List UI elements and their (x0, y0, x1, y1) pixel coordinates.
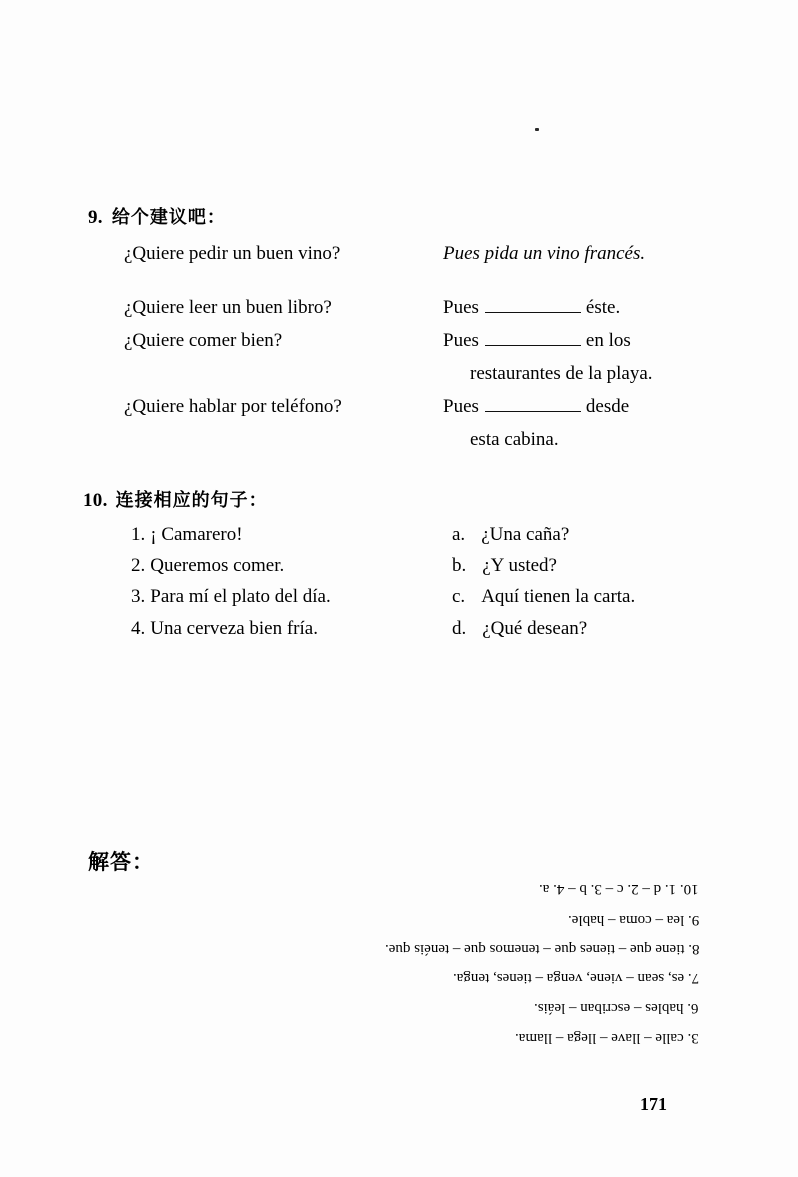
exercise-9-blank-2[interactable] (485, 297, 581, 313)
exercise-9-answer-3-suffix: en los (585, 330, 631, 351)
exercise-9-prompt-2: ¿Quiere leer un buen libro? (124, 297, 332, 318)
match-right-text-d: ¿Qué desean? (482, 618, 588, 639)
answer-key-heading: 解答： (88, 850, 154, 874)
match-left-text-2: Queremos comer. (150, 555, 285, 576)
match-left-text-3: Para mí el plato del día. (150, 586, 331, 607)
match-right-marker-c: c. (452, 586, 466, 607)
match-right-item-c[interactable] (452, 586, 635, 608)
match-left-marker-2: 2. (131, 555, 146, 576)
exercise-9-title: 给个建议吧： (111, 207, 226, 228)
exercise-9-prompt-1: ¿Quiere pedir un buen vino? (124, 243, 341, 264)
match-left-marker-4: 4. (131, 618, 146, 639)
answer-key-line-8: 8. tiene que – tienes que – tenemos que – tenéis que. (384, 941, 699, 957)
exercise-9-answer-4-cont: esta cabina. (470, 429, 559, 450)
exercise-10-number: 10. (83, 490, 108, 511)
exercise-9-answer-4 (443, 396, 629, 418)
exercise-9-number: 9. (88, 207, 103, 228)
match-left-marker-3: 3. (131, 586, 146, 607)
exercise-9-heading (88, 203, 226, 229)
match-left-text-1: ¡ Camarero! (150, 524, 243, 545)
match-right-text-a: ¿Una caña? (481, 524, 570, 545)
answer-key-line-6: 6. hables – escriban – leáis. (534, 1000, 699, 1016)
exercise-9-prompt-3: ¿Quiere comer bien? (124, 330, 283, 351)
exercise-9-answer-3-cont: restaurantes de la playa. (470, 363, 653, 384)
match-right-item-d[interactable] (452, 618, 587, 640)
match-right-marker-a: a. (452, 524, 466, 545)
exercise-9-blank-4[interactable] (485, 396, 581, 412)
match-left-item-2[interactable] (131, 555, 284, 577)
match-left-item-4[interactable] (131, 618, 318, 640)
exercise-10-heading (83, 486, 268, 512)
page-number: 171 (640, 1094, 667, 1114)
exercise-9-answer-4-prefix: Pues (443, 396, 479, 417)
match-right-item-b[interactable] (452, 555, 557, 577)
match-right-text-b: ¿Y usted? (482, 555, 557, 576)
answer-key-line-9: 9. lea – coma – hable. (567, 912, 699, 928)
scan-artifact-dot (535, 128, 539, 131)
exercise-9-model-answer-text: Pues pida un vino francés. (443, 243, 646, 264)
exercise-9-answer-2-prefix: Pues (443, 297, 479, 318)
exercise-9-model-answer (443, 243, 645, 265)
match-right-marker-b: b. (452, 555, 467, 576)
answer-key-line-10: 10. 1. d – 2. c – 3. b – 4. a. (539, 881, 699, 897)
match-left-item-3[interactable] (131, 586, 331, 608)
answer-key-line-7: 7. es, sean – viene, venga – tienes, tenga. (452, 970, 699, 986)
match-left-text-4: Una cerveza bien fría. (150, 618, 318, 639)
exercise-9-answer-3 (443, 330, 631, 352)
match-left-marker-1: 1. (131, 524, 146, 545)
exercise-9-answer-2 (443, 297, 620, 319)
exercise-9-answer-4-suffix: desde (585, 396, 630, 417)
match-right-marker-d: d. (452, 618, 467, 639)
exercise-9-prompt-4: ¿Quiere hablar por teléfono? (124, 396, 342, 417)
exercise-10-title: 连接相应的句子： (115, 490, 268, 511)
exercise-9-blank-3[interactable] (485, 330, 581, 346)
exercise-9-answer-3-prefix: Pues (443, 330, 479, 351)
answer-key-line-3: 3. calle – llave – llega – llama. (515, 1030, 699, 1046)
match-right-item-a[interactable] (452, 524, 569, 546)
exercise-9-answer-2-suffix: éste. (585, 297, 621, 318)
match-right-text-c: Aquí tienen la carta. (481, 586, 636, 607)
match-left-item-1[interactable] (131, 524, 243, 546)
